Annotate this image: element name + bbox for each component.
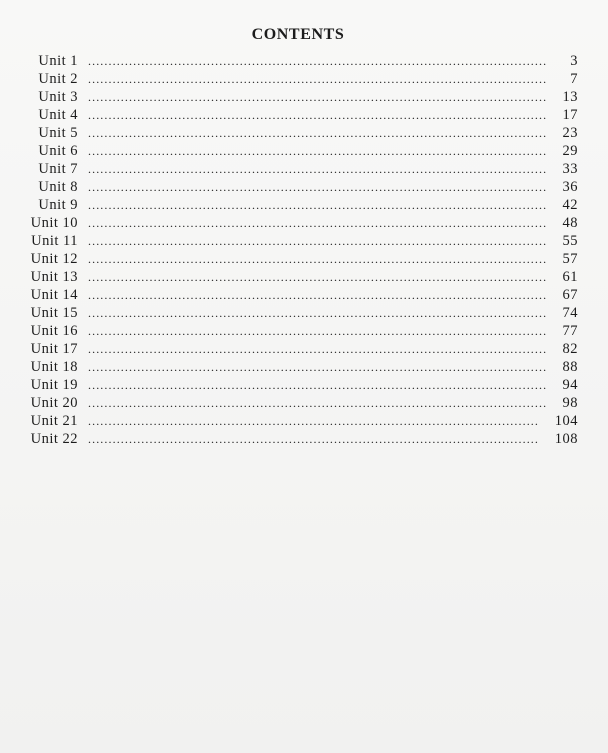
toc-entry[interactable] xyxy=(0,160,608,178)
toc-entry-label: Unit 8 xyxy=(38,179,78,195)
dot-leader xyxy=(88,142,546,160)
dot-leader xyxy=(88,70,546,88)
toc-entry[interactable] xyxy=(0,394,608,412)
toc-entry[interactable] xyxy=(0,196,608,214)
toc-entry[interactable] xyxy=(0,214,608,232)
dot-leader xyxy=(88,52,546,70)
toc-entry-label: Unit 15 xyxy=(30,305,78,321)
toc-entry[interactable] xyxy=(0,286,608,304)
dot-leader xyxy=(88,160,546,178)
toc-entry[interactable] xyxy=(0,52,608,70)
toc-entry-page: 29 xyxy=(562,143,578,159)
dot-leader xyxy=(88,286,546,304)
toc-entry-label: Unit 10 xyxy=(30,215,78,231)
toc-entry[interactable] xyxy=(0,430,608,448)
toc-entry[interactable] xyxy=(0,268,608,286)
dot-leader xyxy=(88,250,546,268)
page-title: CONTENTS xyxy=(251,26,345,43)
toc-entry-label: Unit 11 xyxy=(31,233,78,249)
toc-entry[interactable] xyxy=(0,412,608,430)
dot-leader xyxy=(88,232,546,250)
toc-entry-label: Unit 3 xyxy=(38,89,78,105)
toc-entry-page: 104 xyxy=(554,413,578,429)
dot-leader xyxy=(88,196,546,214)
dot-leader xyxy=(88,412,538,430)
toc-entry[interactable] xyxy=(0,322,608,340)
toc-entry-page: 61 xyxy=(562,269,578,285)
dot-leader xyxy=(88,268,546,286)
dot-leader xyxy=(88,358,546,376)
toc-entry-page: 94 xyxy=(562,377,578,393)
toc-entry-label: Unit 22 xyxy=(30,431,78,447)
toc-entry-label: Unit 17 xyxy=(30,341,78,357)
table-of-contents xyxy=(0,52,608,448)
toc-entry-page: 82 xyxy=(562,341,578,357)
toc-entry-label: Unit 19 xyxy=(30,377,78,393)
toc-entry-page: 3 xyxy=(570,53,578,69)
toc-entry-label: Unit 14 xyxy=(30,287,78,303)
toc-entry[interactable] xyxy=(0,124,608,142)
toc-entry-label: Unit 4 xyxy=(38,107,78,123)
toc-entry-label: Unit 9 xyxy=(38,197,78,213)
toc-entry-label: Unit 7 xyxy=(38,161,78,177)
toc-entry-page: 57 xyxy=(562,251,578,267)
dot-leader xyxy=(88,394,546,412)
toc-entry-label: Unit 1 xyxy=(38,53,78,69)
toc-entry-page: 88 xyxy=(562,359,578,375)
toc-entry-page: 55 xyxy=(562,233,578,249)
toc-entry-page: 67 xyxy=(562,287,578,303)
toc-entry-page: 48 xyxy=(562,215,578,231)
toc-entry-label: Unit 2 xyxy=(38,71,78,87)
toc-entry-page: 77 xyxy=(562,323,578,339)
toc-entry[interactable] xyxy=(0,70,608,88)
toc-entry[interactable] xyxy=(0,178,608,196)
toc-entry-page: 98 xyxy=(562,395,578,411)
toc-entry[interactable] xyxy=(0,304,608,322)
toc-entry-page: 13 xyxy=(562,89,578,105)
toc-entry[interactable] xyxy=(0,142,608,160)
toc-entry-label: Unit 5 xyxy=(38,125,78,141)
toc-entry-label: Unit 6 xyxy=(38,143,78,159)
toc-entry[interactable] xyxy=(0,358,608,376)
toc-entry-page: 108 xyxy=(554,431,578,447)
dot-leader xyxy=(88,178,546,196)
toc-entry[interactable] xyxy=(0,250,608,268)
toc-entry[interactable] xyxy=(0,106,608,124)
dot-leader xyxy=(88,376,546,394)
dot-leader xyxy=(88,322,546,340)
dot-leader xyxy=(88,340,546,358)
toc-entry[interactable] xyxy=(0,340,608,358)
toc-entry-page: 74 xyxy=(562,305,578,321)
dot-leader xyxy=(88,88,546,106)
toc-entry-page: 17 xyxy=(562,107,578,123)
toc-entry-page: 36 xyxy=(562,179,578,195)
toc-entry-page: 7 xyxy=(570,71,578,87)
dot-leader xyxy=(88,214,546,232)
toc-entry-label: Unit 20 xyxy=(30,395,78,411)
toc-entry[interactable] xyxy=(0,232,608,250)
dot-leader xyxy=(88,124,546,142)
toc-entry[interactable] xyxy=(0,88,608,106)
toc-entry-label: Unit 18 xyxy=(30,359,78,375)
dot-leader xyxy=(88,304,546,322)
dot-leader xyxy=(88,430,538,448)
toc-entry-label: Unit 13 xyxy=(30,269,78,285)
toc-entry-label: Unit 16 xyxy=(30,323,78,339)
toc-entry-label: Unit 12 xyxy=(30,251,78,267)
dot-leader xyxy=(88,106,546,124)
toc-entry-page: 23 xyxy=(562,125,578,141)
toc-entry-page: 33 xyxy=(562,161,578,177)
toc-entry[interactable] xyxy=(0,376,608,394)
toc-entry-label: Unit 21 xyxy=(30,413,78,429)
toc-entry-page: 42 xyxy=(562,197,578,213)
